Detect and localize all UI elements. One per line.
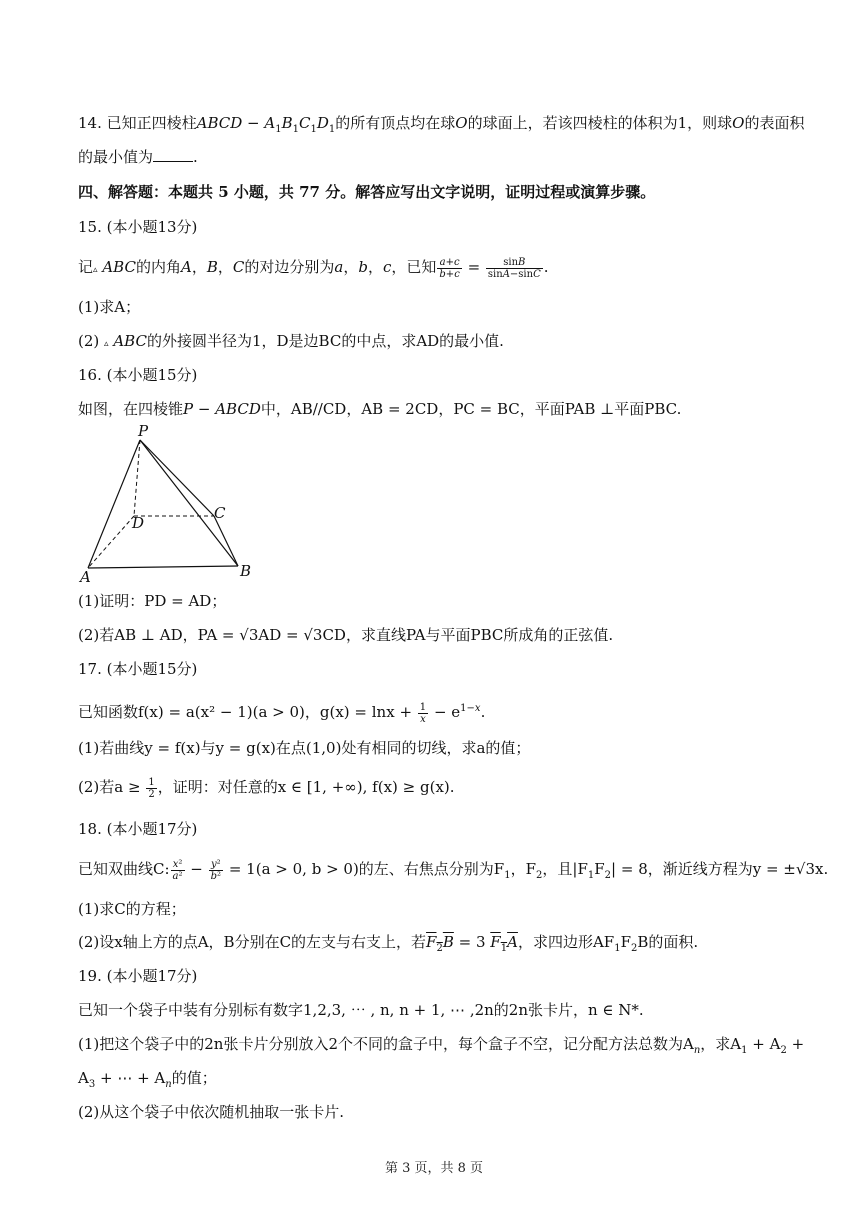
label-P: P bbox=[138, 422, 149, 440]
q16-part2: (2)若AB ⊥ AD，PA = √3AD = √3CD，求直线PA与平面PBC所成角的正弦值. bbox=[78, 626, 614, 644]
pyramid-figure bbox=[78, 420, 268, 588]
label-D: D bbox=[132, 514, 145, 532]
edge-PC bbox=[140, 440, 214, 516]
edge-BC bbox=[214, 516, 238, 566]
q19-part1-line2: $A_3$ + ⋯ + $A_n$的值； bbox=[78, 1069, 217, 1090]
q19-number: 19. (本小题17分) bbox=[78, 967, 198, 985]
edge-PA bbox=[88, 440, 140, 568]
label-C: C bbox=[214, 504, 226, 522]
q16-number: 16. (本小题15分) bbox=[78, 366, 198, 384]
q17-stem: 已知函数f(x) = a(x² − 1)(a > 0)，g(x) = lnx + $\frac{1}{x}$ − $e^{1-x}$. bbox=[78, 701, 486, 725]
q18-part2: (2)设x轴上方的点A，B分别在C的左支与右支上，若$F_2B = 3$ $F_1A$，求四边形$AF_1F_2B$的面积. bbox=[78, 933, 699, 954]
edge-AB bbox=[88, 566, 238, 568]
page-footer: 第 3 页，共 8 页 bbox=[384, 1161, 484, 1176]
edge-PB bbox=[140, 440, 238, 566]
q16-stem: 如图，在四棱锥P − ABCD中，AB//CD，AB = 2CD，PC = BC，平面PAB ⊥平面PBC. bbox=[78, 400, 682, 418]
q15-stem: 记▵ ABC的内角A，B，C的对边分别为a，b，c，已知 $\frac{a+c}{b+c}$ = $\frac{\sin B}{\sin A-\sin C}$ . bbox=[78, 256, 549, 280]
q17-number: 17. (本小题15分) bbox=[78, 660, 198, 678]
label-A: A bbox=[80, 568, 91, 586]
q15-number: 15. (本小题13分) bbox=[78, 218, 198, 236]
q18-number: 18. (本小题17分) bbox=[78, 820, 198, 838]
q15-part2: (2) ▵ ABC的外接圆半径为1，D是边BC的中点，求AD的最小值. bbox=[78, 332, 504, 350]
q18-stem: 已知双曲线C: $\frac{\text{x²}}{\text{a²}}$ − $\frac{\text{y²}}{\text{b²}}$ = 1(a > 0, b > 0)的左、右焦点分别为$F_1$，$F_2$，且$|F_1F_2| = 8$，渐近线方程为y = ±√3x. bbox=[78, 858, 829, 882]
q15-part1: (1)求A； bbox=[78, 298, 141, 316]
q19-part1-line1: (1)把这个袋子中的2n张卡片分别放入2个不同的盒子中，每个盒子不空，记分配方法总数为$A_n$，求$A_1 + A_2$ + bbox=[78, 1035, 805, 1056]
edge-DA bbox=[88, 516, 134, 568]
q17-part1: (1)若曲线y = f(x)与y = g(x)在点(1,0)处有相同的切线，求a的值； bbox=[78, 739, 531, 757]
answer-blank bbox=[153, 147, 193, 162]
q14-line-1: 14. 已知正四棱柱ABCD − $A_1B_1C_1D_1$的所有顶点均在球O的球面上，若该四棱柱的体积为1，则球O的表面积 bbox=[78, 114, 805, 135]
q19-stem: 已知一个袋子中装有分别标有数字1,2,3, ⋯ , n, n + 1, ⋯ ,2n的2n张卡片，n ∈ N*. bbox=[78, 1001, 644, 1019]
q17-part2: (2)若a ≥ $\frac{1}{2}$ ，证明：对任意的x ∈ [1, +∞), f(x) ≥ g(x). bbox=[78, 776, 455, 800]
section-heading: 四、解答题：本题共 5 小题，共 77 分。解答应写出文字说明，证明过程或演算步骤。 bbox=[78, 183, 656, 201]
label-B: B bbox=[240, 562, 252, 580]
q18-part1: (1)求C的方程； bbox=[78, 900, 186, 918]
q14-line-2: 的最小值为 . bbox=[78, 148, 198, 166]
q19-part2: (2)从这个袋子中依次随机抽取一张卡片. bbox=[78, 1103, 345, 1121]
q16-part1: (1)证明：PD = AD； bbox=[78, 592, 227, 610]
